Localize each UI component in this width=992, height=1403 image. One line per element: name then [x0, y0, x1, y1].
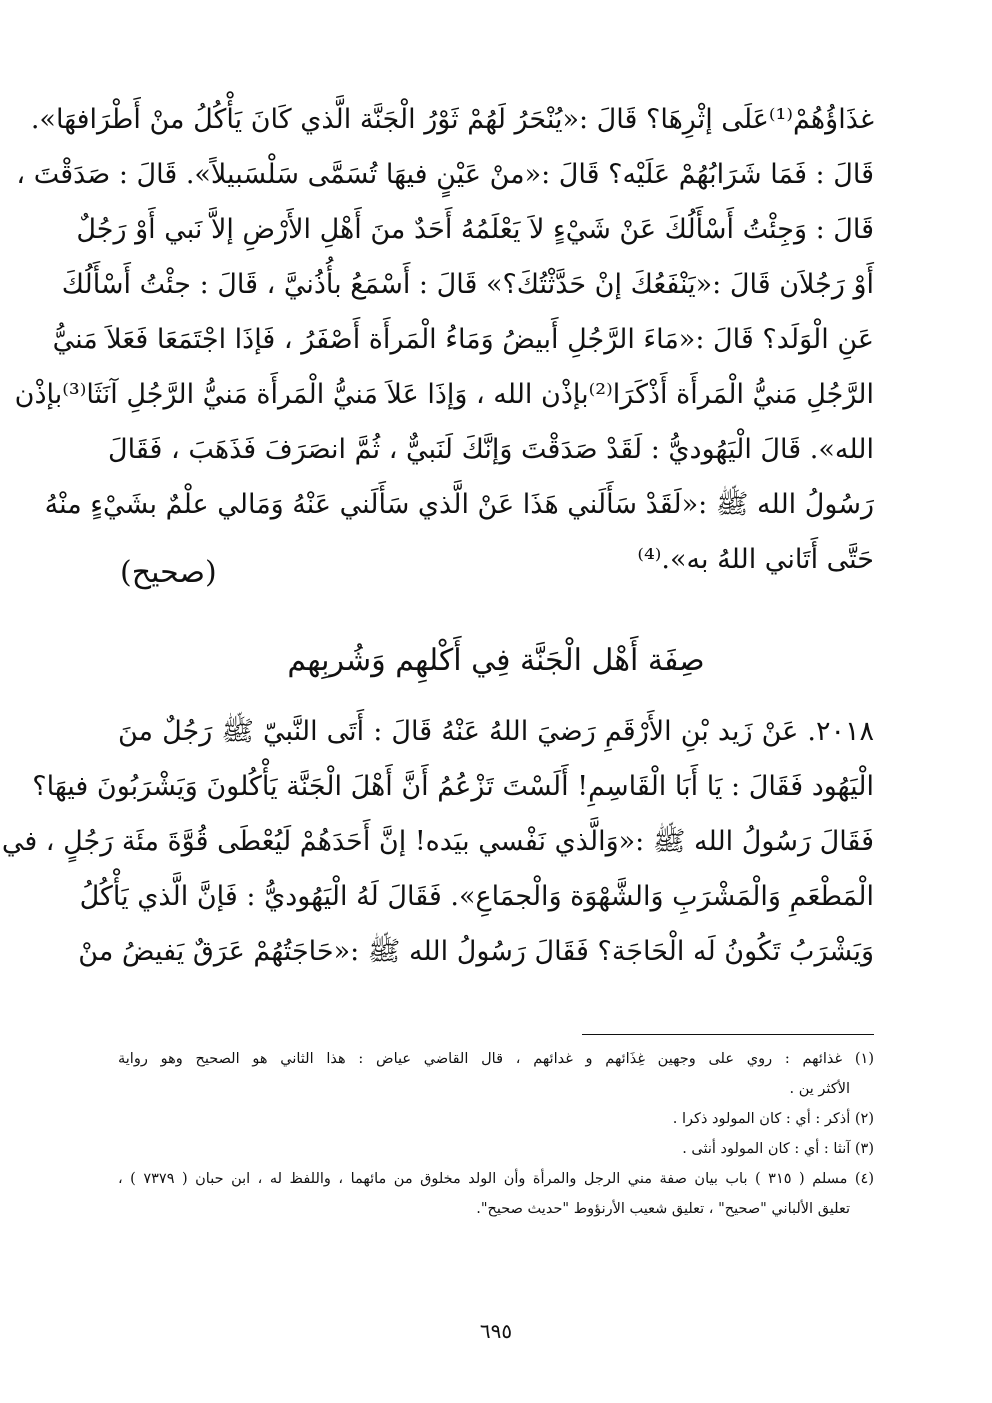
text-line: رَسُولُ الله ﷺ :«لَقَدْ سَأَلَني هَذَا عَنْ الَّذي سَأَلَني عَنْهُ وَمَالي علْمٌ بشَيْءٍ منْهُ [44, 489, 874, 520]
page-number: ٦٩٥ [479, 1319, 513, 1343]
text-line: عَنِ الْوَلَد؟ قَالَ :«مَاءَ الرَّجُلِ أَبيضُ وَمَاءُ الْمَرأَة أَصْفَرُ ، فَإذَا اجْتَمَعَا فَعَلاَ مَنيُّ [52, 324, 874, 355]
text-line: الرَّجُلِ مَنيُّ الْمَرأَة أَذْكَرَا⁽²⁾بإذْن الله ، وَإذَا عَلاَ مَنيُّ الْمَرأَة مَنيُّ الرَّجُلِ آنَثَا⁽³⁾بإذْن [14, 379, 874, 410]
text-line: أَوْ رَجُلاَن قَالَ :«يَنْفَعُكَ إنْ حَدَّثْتُكَ؟» قَالَ : أَسْمَعُ بأُذُنيَّ ، قَالَ : جئْتُ أَسْأَلُكَ [61, 269, 874, 300]
text-line: ٢٠١٨. عَنْ زَيد بْنِ الأَرْقَمِ رَضيَ اللهُ عَنْهُ قَالَ : أَتَى النَّبيّ ﷺ رَجُلٌ منَ [118, 716, 874, 747]
footnotes [118, 1044, 874, 1224]
text-line: قَالَ : وَجِئْتُ أَسْأَلُكَ عَنْ شَيْءٍ لاَ يَعْلَمُهُ أَحَدٌ منَ أَهْلِ الأَرْضِ إلاَّ نَبي أَوْ رَجُلٌ [76, 214, 874, 245]
footnote-4-line: (٤) مسلم ( ٣١٥ ) باب بيان صفة مني الرجل والمرأة وأن الولد مخلوق من مائهما ، واللفظ له ، ابن حبان ( ٧٣٧٩ ) ، [118, 1171, 874, 1187]
grading-label: (صحيح) [120, 555, 217, 590]
footnote-1-line: الأكثر ين . [789, 1081, 850, 1097]
section-heading: صِفَة أَهْل الْجَنَّة فِي أَكْلهِم وَشُربِهم [287, 643, 705, 678]
footnote-1-line: (١) غذائهم : روي على وجهين غِذَائهم و غدائهم ، قال القاضي عياض : هذا الثاني هو الصحيح وهو رواية [118, 1051, 874, 1067]
footnote-4-line: تعليق الألباني "صحيح" ، تعليق شعيب الأرنؤوط "حديث صحيح". [476, 1201, 850, 1217]
text-line: فَقَالَ رَسُولُ الله ﷺ :«وَالَّذي نَفْسي بيَده! إنَّ أَحَدَهُمْ لَيُعْطَى قُوَّةَ مئَة رَجُلٍ ، في [1, 826, 874, 857]
hadith-text-continued [14, 92, 874, 587]
text-line: حَتَّى أَتَاني اللهُ به».⁽⁴⁾ [637, 544, 874, 575]
footnote-divider [582, 1034, 874, 1035]
text-line: وَيَشْرَبُ تَكُونُ لَه الْحَاجَة؟ فَقَالَ رَسُولُ الله ﷺ :«حَاجَتُهُمْ عَرَقٌ يَفيضُ منْ [78, 936, 874, 967]
hadith-2018-text [1, 704, 874, 979]
footnote-2: (٢) أذكر : أي : كان المولود ذكرا . [672, 1111, 874, 1127]
text-line: غذَاؤُهُمْ⁽¹⁾عَلَى إثْرِهَا؟ قَالَ :«يُنْحَرُ لَهُمْ ثَوْرُ الْجَنَّة الَّذي كَانَ يَأْكُلُ منْ أَطْرَافهَا». [30, 104, 874, 135]
footnote-3: (٣) آنثا : أي : كان المولود أنثى . [682, 1141, 874, 1157]
text-line: قَالَ : فَمَا شَرَابُهُمْ عَلَيْه؟ قَالَ :«منْ عَيْنٍ فيهَا تُسَمَّى سَلْسَبيلاً». قَالَ : صَدَقْتَ ، [16, 159, 874, 190]
text-line: الْمَطْعَمِ وَالْمَشْرَبِ وَالشَّهْوَة وَالْجمَاعِ». فَقَالَ لَهُ الْيَهُوديُّ : فَإنَّ الَّذي يَأْكُلُ [79, 881, 874, 912]
text-line: الْيَهُود فَقَالَ : يَا أَبَا الْقَاسِمِ! أَلَسْتَ تَزْعُمُ أَنَّ أَهْلَ الْجَنَّة يَأْكُلونَ وَيَشْرَبُونَ فيهَا؟ [32, 771, 874, 802]
text-line: الله». قَالَ الْيَهُوديُّ : لَقَدْ صَدَقْتَ وَإنَّكَ لَنَبيٌّ ، ثُمَّ انصَرَفَ فَذَهَبَ ، فَقَالَ [108, 434, 874, 465]
